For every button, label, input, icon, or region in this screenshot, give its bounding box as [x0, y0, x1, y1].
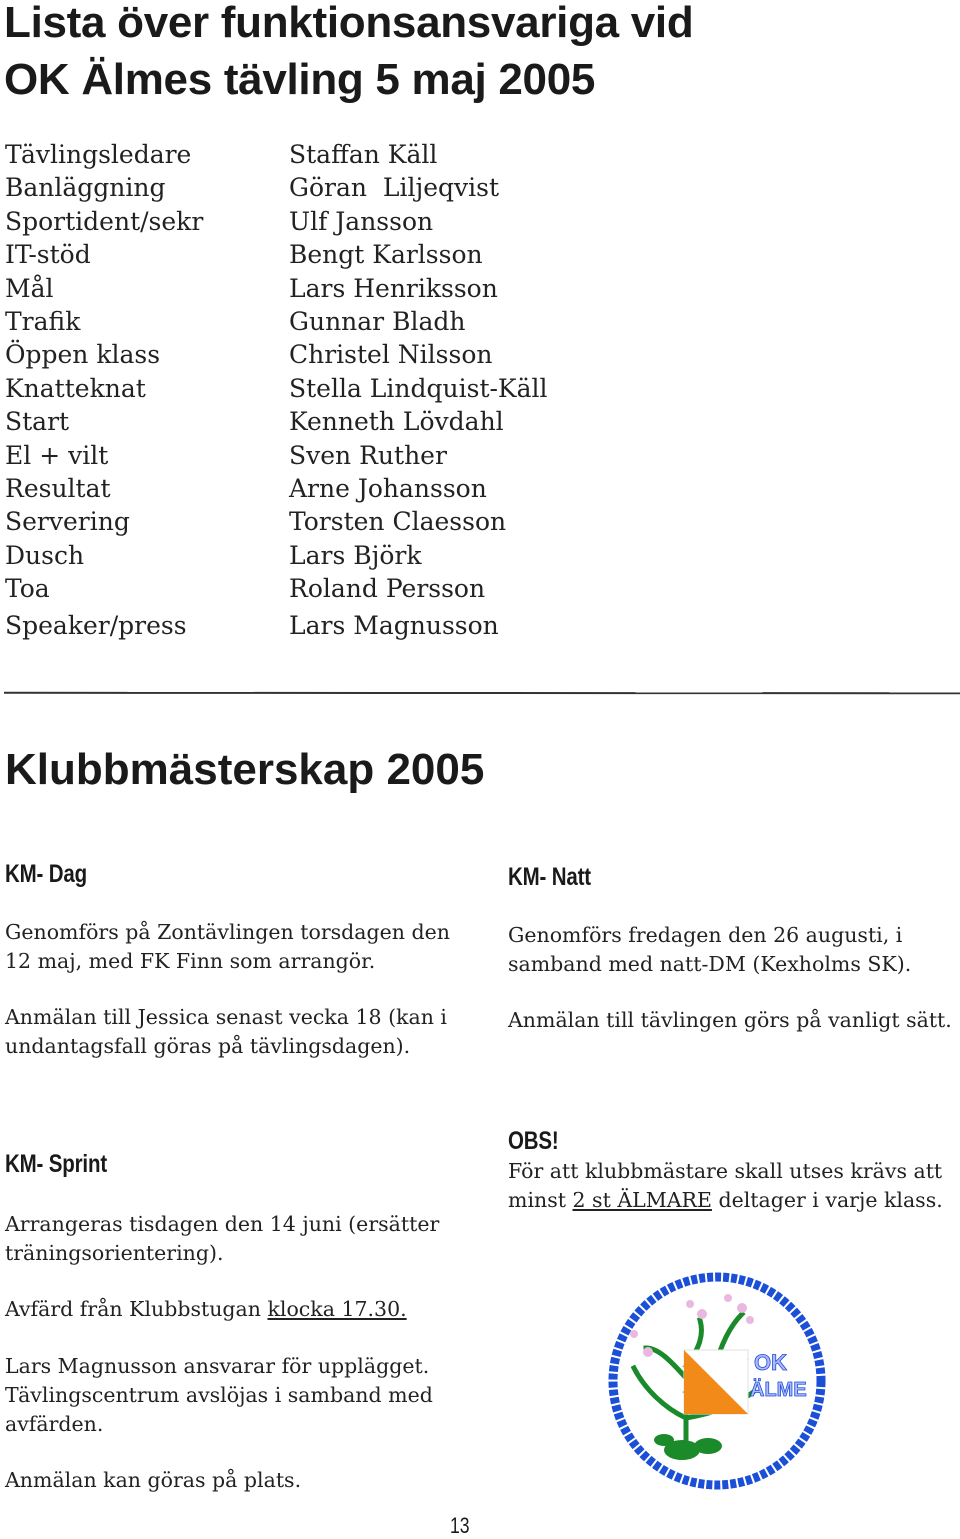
km-sprint-block	[5, 1150, 455, 1495]
title-line-1: Lista över funktionsansvariga vid	[4, 0, 694, 47]
role-label: Start	[5, 407, 70, 437]
km-natt-heading: KM- Natt	[508, 863, 591, 891]
km-sprint-paragraph-3: Lars Magnusson ansvarar för upplägget. Tävlingscentrum avslöjas i samband med avfärden.	[5, 1354, 433, 1436]
km-dag-block	[5, 860, 475, 1061]
section-divider	[4, 692, 960, 695]
logo-text-alme: ÄLME	[750, 1379, 807, 1401]
km-dag-paragraph-1: Genomförs på Zontävlingen torsdagen den 12 maj, med FK Finn som arrangör.	[5, 920, 450, 973]
role-label: Banläggning	[5, 173, 166, 203]
names-column	[289, 138, 689, 643]
km-sprint-paragraph-2	[5, 1295, 455, 1324]
role-label: Toa	[5, 574, 50, 604]
logo-text-ok: OK	[754, 1350, 787, 1375]
role-label: El + vilt	[5, 440, 109, 470]
role-label: Servering	[5, 507, 130, 537]
official-name: Arne Johansson	[289, 473, 487, 503]
role-label: Sportident/sekr	[5, 206, 204, 236]
obs-text-underlined: 2 st ÄLMARE	[572, 1187, 712, 1212]
official-name: Gunnar Bladh	[289, 306, 466, 336]
km-sprint-time: klocka 17.30.	[267, 1297, 407, 1322]
role-label: Resultat	[5, 473, 111, 503]
official-name: Ulf Jansson	[289, 206, 434, 236]
role-label: Öppen klass	[5, 340, 161, 370]
obs-block	[508, 1127, 958, 1214]
obs-text-suffix: deltager i varje klass.	[711, 1187, 943, 1212]
role-label: Mål	[5, 273, 54, 303]
official-name: Christel Nilsson	[289, 340, 493, 370]
official-name: Roland Persson	[289, 574, 486, 604]
logo-flag	[684, 1350, 748, 1414]
official-name: Staffan Käll	[289, 140, 438, 169]
km-sprint-paragraph-4: Anmälan kan göras på plats.	[5, 1468, 302, 1493]
title-line-2: OK Älmes tävling 5 maj 2005	[4, 55, 596, 104]
official-name: Lars Björk	[289, 540, 422, 570]
obs-heading: OBS!	[508, 1127, 559, 1155]
role-label: Knatteknat	[5, 373, 146, 403]
roles-column	[5, 138, 285, 643]
obs-text	[508, 1157, 958, 1214]
official-name: Stella Lindquist-Käll	[289, 373, 548, 403]
page-number: 13	[450, 1513, 470, 1538]
km-sprint-paragraph-1: Arrangeras tisdagen den 14 juni (ersätter träningsorientering).	[5, 1212, 440, 1265]
role-label: Tävlingsledare	[5, 140, 192, 169]
club-logo	[604, 1268, 830, 1494]
km-dag-paragraph-2: Anmälan till Jessica senast vecka 18 (kan i undantagsfall göras på tävlingsdagen).	[5, 1005, 447, 1059]
official-name: Kenneth Lövdahl	[289, 407, 504, 437]
role-label: Trafik	[5, 306, 81, 336]
km-sprint-departure-text: Avfärd från Klubbstugan	[5, 1297, 268, 1322]
page-title	[4, 0, 693, 108]
km-dag-heading: KM- Dag	[5, 860, 87, 888]
km-sprint-heading: KM- Sprint	[5, 1150, 107, 1178]
km-natt-paragraph-1: Genomförs fredagen den 26 augusti, i samband med natt-DM (Kexholms SK).	[508, 923, 912, 976]
role-label: Dusch	[5, 540, 85, 570]
official-name: Torsten Claesson	[289, 507, 507, 537]
obs-text-prefix: För att klubbmästare skall utses krävs att minst	[508, 1159, 949, 1212]
km-natt-paragraph-2: Anmälan till tävlingen görs på vanligt sätt.	[508, 1008, 952, 1033]
section-title: Klubbmästerskap 2005	[5, 745, 485, 794]
official-name: Lars Henriksson	[289, 273, 498, 303]
role-label: Speaker/press	[5, 611, 187, 641]
km-natt-block	[508, 863, 958, 1035]
official-name: Sven Ruther	[289, 440, 447, 470]
role-label: IT-stöd	[5, 240, 91, 270]
official-name: Lars Magnusson	[289, 611, 499, 641]
official-name: Bengt Karlsson	[289, 240, 483, 270]
official-name: Göran Liljeqvist	[289, 173, 500, 203]
